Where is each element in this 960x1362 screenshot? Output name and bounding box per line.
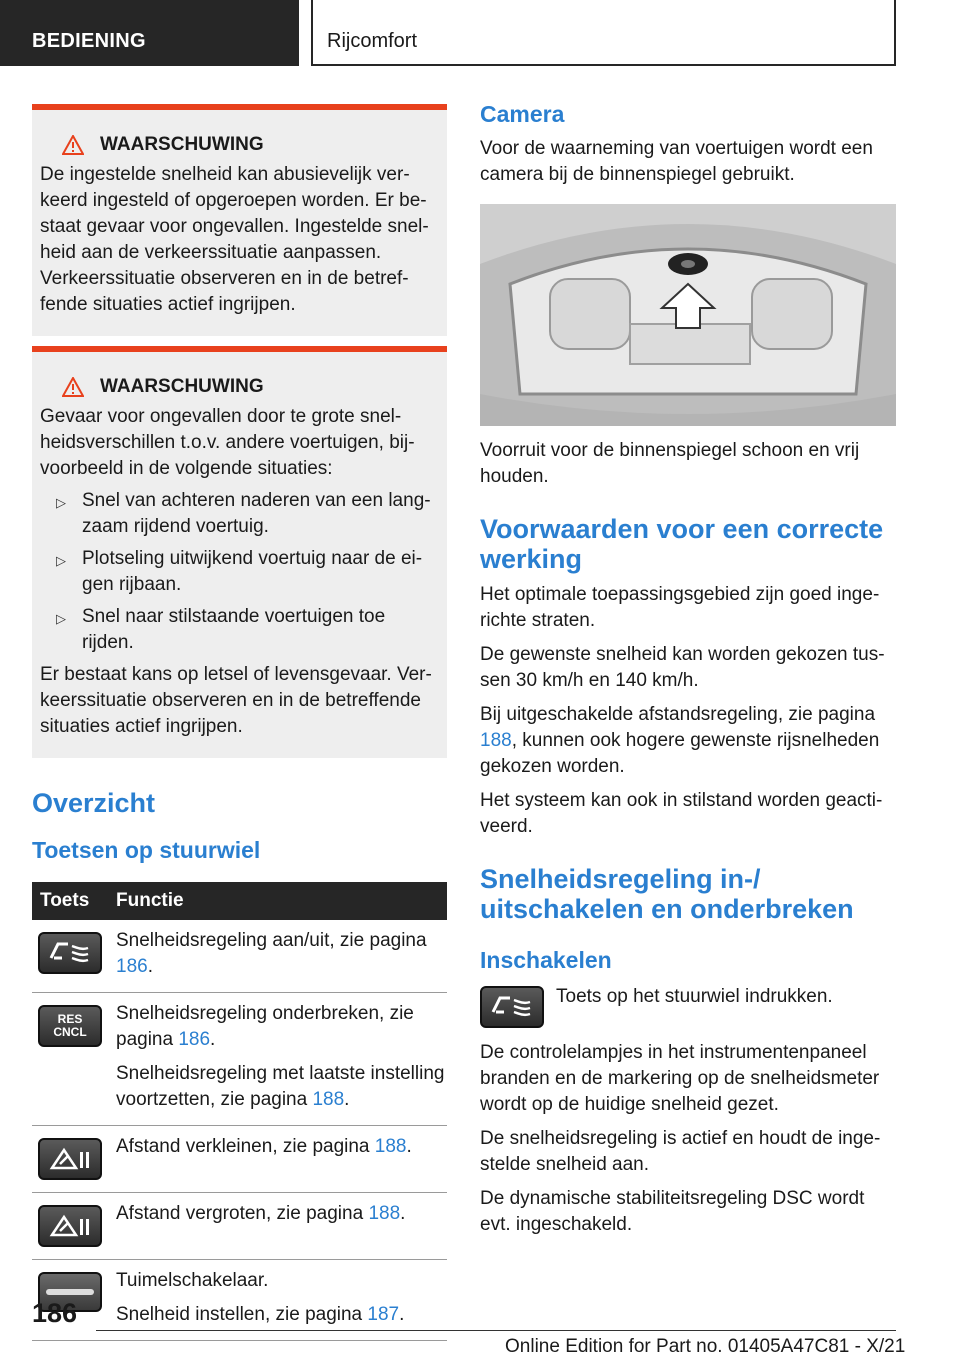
heading-voorwaarden: Voorwaarden voor een correcte werking: [480, 514, 884, 574]
bullet-triangle-icon: ▷: [56, 495, 66, 510]
footer-divider: [96, 1330, 896, 1331]
heading-overzicht: Overzicht: [32, 788, 156, 818]
windshield-camera-illustration: [480, 204, 896, 426]
inschakelen-p3: De dynamische stabiliteitsregeling DSC wordt evt. ingeschakeld.: [480, 1188, 865, 1235]
camera-text: Voor de waarneming van voertuigen wordt een camera bij de binnenspiegel gebruikt.: [480, 138, 873, 185]
heading-inschakelen: Inschakelen: [480, 947, 612, 973]
warning-box-1: [32, 104, 447, 336]
table-row: Snelheidsregeling aan/uit, zie pagina 186.: [32, 920, 447, 993]
heading-inschakelen-section: Snelheidsregeling in-/ uitschakelen en onderbreken: [480, 864, 854, 924]
page-link[interactable]: 188: [374, 1136, 407, 1157]
heading-toetsen: Toetsen op stuurwiel: [32, 837, 261, 863]
distance-increase-icon: [38, 1205, 102, 1247]
page-link[interactable]: 188: [312, 1089, 345, 1110]
page-link[interactable]: 186: [178, 1029, 211, 1050]
page-link[interactable]: 188: [368, 1203, 401, 1224]
cruise-control-icon: [480, 986, 544, 1028]
left-column: [32, 104, 447, 1341]
bullet-triangle-icon: ▷: [56, 611, 66, 626]
topic-label: Rijcomfort: [311, 0, 896, 66]
inline-key-text: Toets op het stuurwiel indrukken.: [556, 986, 833, 1007]
distance-decrease-icon: [38, 1138, 102, 1180]
warning-list: [40, 488, 437, 656]
table-header-functie: Functie: [112, 882, 447, 920]
page-link[interactable]: 186: [116, 956, 148, 977]
list-item: ▷ Plotseling uitwijkend voertuig naar de eigen rijbaan.: [56, 546, 437, 598]
inline-key-instruction: [480, 986, 896, 1028]
voorwaarden-p4: Het systeem kan ook in stilstand worden geactiveerd.: [480, 790, 883, 837]
page-link[interactable]: 188: [480, 730, 512, 751]
section-label: BEDIENING: [0, 0, 299, 66]
page-number: 186: [32, 1298, 78, 1328]
inschakelen-p2: De snelheidsregeling is actief en houdt de ingestelde snelheid aan.: [480, 1128, 881, 1175]
voorwaarden-p1: Het optimale toepassingsgebied zijn goed ingerichte straten.: [480, 584, 880, 631]
page-link[interactable]: 187: [367, 1304, 400, 1325]
table-header-toets: Toets: [32, 882, 112, 920]
warning-intro: Gevaar voor ongevallen door te grote snelheidsverschillen t.o.v. andere voertuigen, bijvoorbeeld in de volgende situaties:: [40, 406, 415, 479]
table-row: RES CNCL Snelheidsregeling onderbreken, zie pagina 186. Snelheidsregeling met laatste instelling voortzetten, zie pagina 188.: [32, 993, 447, 1126]
heading-camera: Camera: [480, 101, 565, 127]
table-row: Tuimelschakelaar. Snelheid instellen, zie pagina 187.: [32, 1260, 447, 1341]
res-cncl-icon: RES CNCL: [38, 1005, 102, 1047]
table-row: Afstand verkleinen, zie pagina 188.: [32, 1126, 447, 1193]
cruise-control-icon: [38, 932, 102, 974]
voorwaarden-p3: Bij uitgeschakelde afstandsregeling, zie pagina 188, kunnen ook hogere gewenste rijsnelheden gekozen worden.: [480, 704, 880, 777]
bullet-triangle-icon: ▷: [56, 553, 66, 568]
list-item: ▷ Snel naar stilstaande voertuigen toe rijden.: [56, 604, 437, 656]
warning-triangle-icon: [62, 377, 84, 397]
warning-text: De ingestelde snelheid kan abusievelijk verkeerd ingesteld of opgeroepen worden. Er bestaat gevaar voor ongevallen. Ingestelde snelheid aan de verkeerssituatie aanpassen. Verkeerssituatie observeren en in de betreffende situaties actief ingrijpen.: [40, 164, 429, 315]
warning-title: WAARSCHUWING: [100, 376, 264, 397]
warning-box-2: [32, 346, 447, 758]
right-column: [480, 100, 896, 1238]
table-row: Afstand vergroten, zie pagina 188.: [32, 1193, 447, 1260]
footer-edition: Online Edition for Part no. 01405A47C81 - X/21: [505, 1336, 906, 1357]
camera-caption: Voorruit voor de binnenspiegel schoon en vrij houden.: [480, 440, 860, 487]
list-item: ▷ Snel van achteren naderen van een langzaam rijdend voertuig.: [56, 488, 437, 540]
voorwaarden-p2: De gewenste snelheid kan worden gekozen tussen 30 km/h en 140 km/h.: [480, 644, 885, 691]
warning-title: WAARSCHUWING: [100, 134, 264, 155]
warning-outro: Er bestaat kans op letsel of levensgevaar. Verkeerssituatie observeren en in de betreffende situaties actief ingrijpen.: [40, 664, 432, 737]
page-header: [0, 0, 960, 66]
warning-triangle-icon: [62, 135, 84, 155]
inschakelen-p1: De controlelampjes in het instrumentenpaneel branden en de markering op de snelheidsmeter wordt op de huidige snelheid gezet.: [480, 1042, 880, 1115]
keys-table: [32, 882, 447, 1341]
